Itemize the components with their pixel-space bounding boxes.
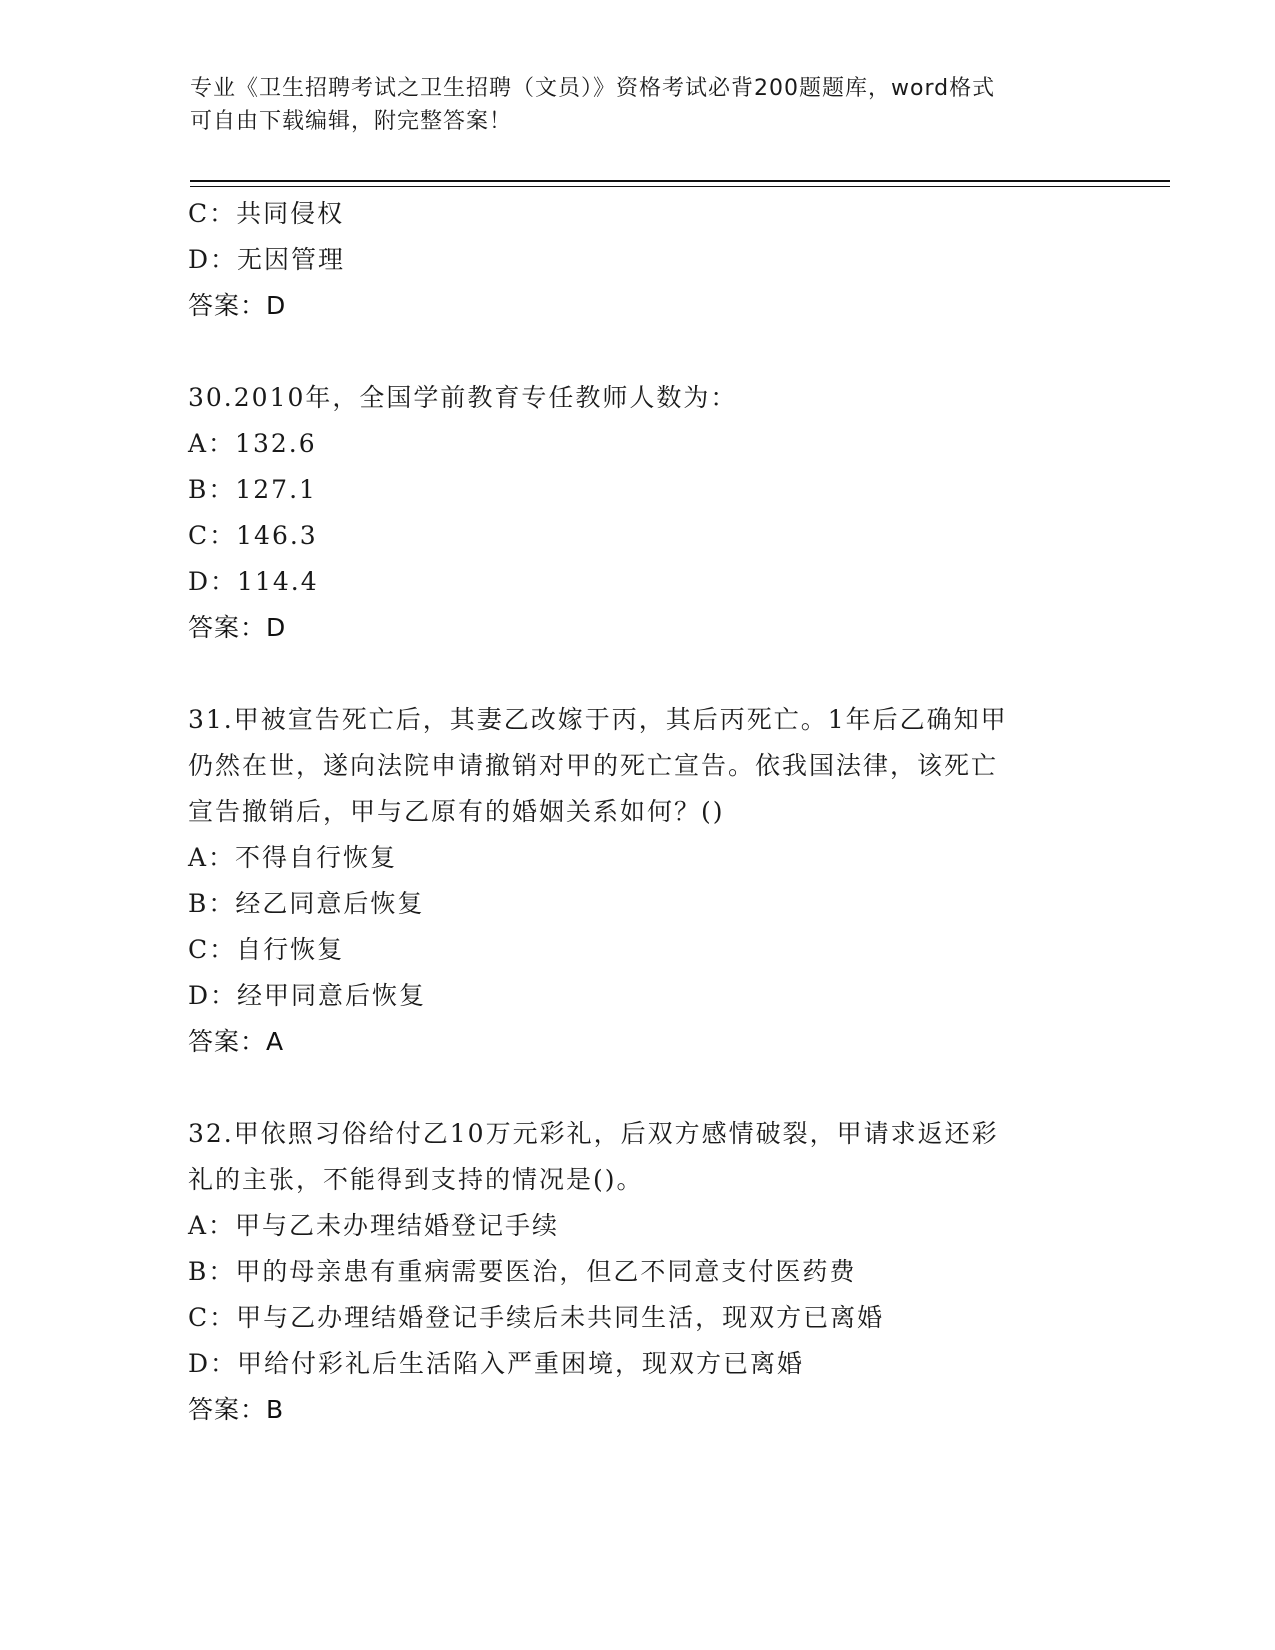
option-b: B：甲的母亲患有重病需要医治，但乙不同意支付医药费 xyxy=(188,1257,857,1286)
spacer xyxy=(188,651,1108,697)
answer-line: 答案：D xyxy=(188,613,287,642)
question-stem: 30.2010年，全国学前教育专任教师人数为： xyxy=(188,383,738,412)
question-stem-line-3: 宣告撤销后，甲与乙原有的婚姻关系如何？() xyxy=(188,797,725,826)
question-31 xyxy=(188,697,1108,1065)
document-header xyxy=(190,72,1090,138)
option-c: C：共同侵权 xyxy=(188,199,345,228)
question-stem-line-2: 礼的主张，不能得到支持的情况是()。 xyxy=(188,1165,644,1194)
question-stem-line-1: 32.甲依照习俗给付乙10万元彩礼，后双方感情破裂，甲请求返还彩 xyxy=(188,1119,999,1148)
option-b: B：经乙同意后恢复 xyxy=(188,889,425,918)
option-a: A：132.6 xyxy=(188,429,317,458)
header-divider-thin xyxy=(190,186,1170,187)
question-stem-line-1: 31.甲被宣告死亡后，其妻乙改嫁于丙，其后丙死亡。1年后乙确知甲 xyxy=(188,705,1008,734)
header-line-1: 专业《卫生招聘考试之卫生招聘（文员）》资格考试必背200题题库，word格式 xyxy=(190,76,996,101)
header-divider-thick xyxy=(190,180,1170,182)
question-stem-line-2: 仍然在世，遂向法院申请撤销对甲的死亡宣告。依我国法律，该死亡 xyxy=(188,751,999,780)
option-a: A：不得自行恢复 xyxy=(188,843,398,872)
spacer xyxy=(188,1065,1108,1111)
option-c: C：甲与乙办理结婚登记手续后未共同生活，现双方已离婚 xyxy=(188,1303,885,1332)
option-d: D：无因管理 xyxy=(188,245,346,274)
option-c: C：自行恢复 xyxy=(188,935,345,964)
option-c: C：146.3 xyxy=(188,521,318,550)
answer-line: 答案：A xyxy=(188,1027,285,1056)
question-32 xyxy=(188,1111,1108,1433)
option-d: D：114.4 xyxy=(188,567,319,596)
option-d: D：经甲同意后恢复 xyxy=(188,981,427,1010)
option-d: D：甲给付彩礼后生活陷入严重困境，现双方已离婚 xyxy=(188,1349,805,1378)
spacer xyxy=(188,329,1108,375)
answer-line: 答案：B xyxy=(188,1395,285,1424)
question-30 xyxy=(188,375,1108,651)
question-29-continuation xyxy=(188,191,1108,329)
option-a: A：甲与乙未办理结婚登记手续 xyxy=(188,1211,560,1240)
answer-line: 答案：D xyxy=(188,291,287,320)
header-line-2: 可自由下载编辑，附完整答案！ xyxy=(190,109,513,134)
option-b: B：127.1 xyxy=(188,475,317,504)
question-list xyxy=(188,191,1108,1433)
